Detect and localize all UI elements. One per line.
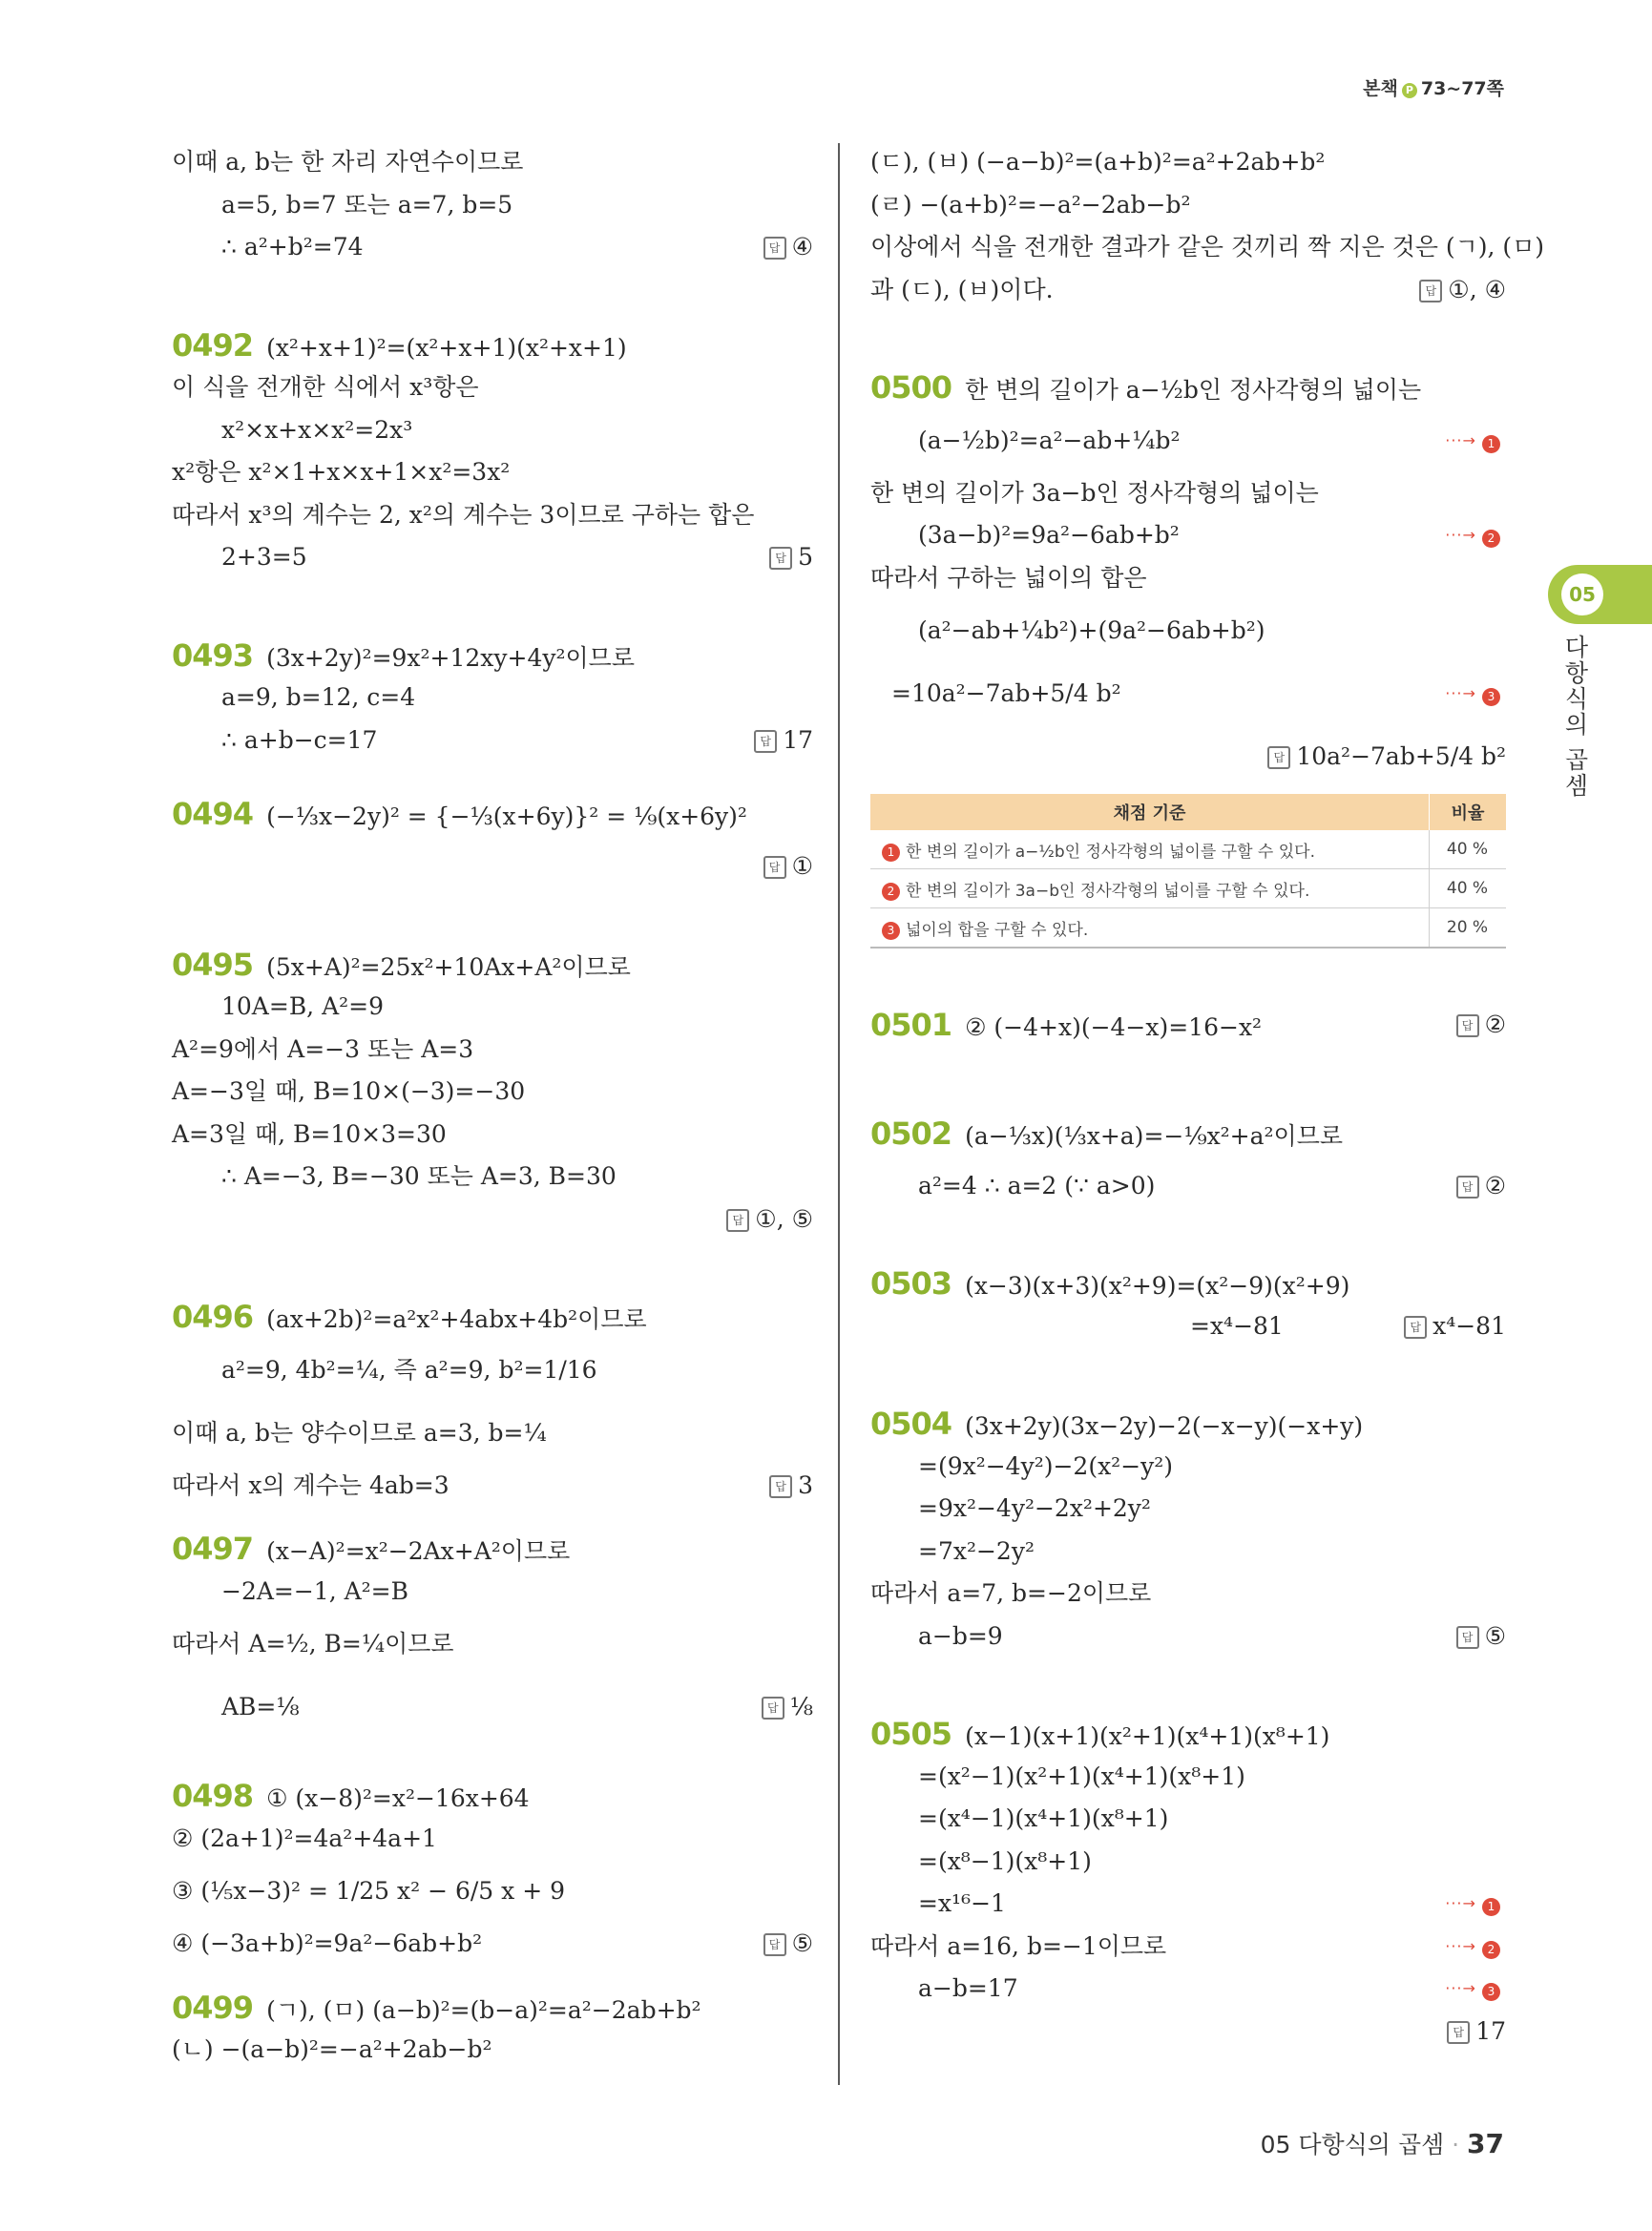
solution-line [172, 1613, 813, 1676]
answer-tag [1419, 269, 1506, 312]
math-text: (5x+A)²=25x²+10Ax+A²이므로 [266, 952, 631, 981]
step-marker [1445, 1926, 1506, 1970]
math-text: =(9x²−4y²)−2(x²−y²) [918, 1451, 1174, 1480]
left-column [172, 141, 813, 2072]
step-mark-icon: 3 [1482, 688, 1500, 706]
answer-icon: 답 [726, 1209, 749, 1232]
scoring-criterion [870, 908, 1430, 949]
math-text: AB=⅛ [221, 1693, 300, 1720]
solution-line [172, 1860, 813, 1923]
solution-line [172, 2029, 813, 2072]
answer-icon: 답 [763, 1933, 786, 1956]
solution-line [870, 1926, 1506, 1969]
step-marker [1445, 1883, 1506, 1928]
problem-number: 0500 [870, 369, 952, 406]
solution-line [172, 1818, 813, 1861]
math-text: 따라서 x의 계수는 4ab=3 [172, 1470, 450, 1499]
answer-tag [1456, 1004, 1506, 1047]
math-text: (ax+2b)²=a²x²+4abx+4b²이므로 [266, 1305, 647, 1333]
math-text: =(x⁸−1)(x⁸+1) [918, 1846, 1092, 1875]
page-number: 37 [1467, 2128, 1504, 2159]
answer-tag [769, 536, 813, 579]
spacer [172, 888, 813, 944]
answer-icon: 답 [1456, 1176, 1479, 1199]
header-pages: 73~77쪽 [1420, 78, 1504, 99]
math-text: (ㄱ), (ㅁ) (a−b)²=(b−a)²=a²−2ab+b² [266, 1995, 701, 2024]
answer-value: 17 [1475, 2016, 1506, 2045]
solution-line [870, 1305, 1506, 1348]
scoring-row [870, 830, 1506, 869]
math-text: a²=9, 4b²=¼, 즉 a²=9, b²=1/16 [221, 1355, 597, 1384]
solution-line [870, 1756, 1506, 1799]
math-text: ∴ A=−3, B=−30 또는 A=3, B=30 [221, 1162, 617, 1190]
solution-line [870, 2011, 1506, 2054]
step-mark-icon: 1 [882, 844, 900, 862]
solution-line [870, 1616, 1506, 1658]
answer-icon: 답 [1456, 1014, 1479, 1037]
solution-line [172, 845, 813, 888]
math-text: ∴ a²+b²=74 [221, 233, 364, 261]
math-text: 이상에서 식을 전개한 결과가 같은 것끼리 짝 지은 것은 (ㄱ), (ㅁ) [870, 233, 1545, 261]
solution-line [870, 1883, 1506, 1926]
math-text: (3x+2y)²=9x²+12xy+4y²이므로 [266, 643, 635, 672]
spacer [172, 1966, 813, 1987]
problem-line [870, 1102, 1506, 1165]
problem-line [172, 324, 813, 367]
solution-line [870, 514, 1506, 557]
solution-line [870, 1531, 1506, 1574]
solution-line [172, 1465, 813, 1508]
step-mark-icon: 1 [1482, 1898, 1500, 1916]
scoring-criterion [870, 869, 1430, 908]
answer-value: ② [1484, 1011, 1506, 1038]
math-text: (a−½b)²=a²−ab+¼b² [918, 426, 1181, 454]
solution-line [870, 269, 1506, 312]
page-badge-icon: P [1402, 83, 1417, 98]
math-text: x²×x+x×x²=2x³ [221, 415, 413, 444]
math-text: =(x²−1)(x²+1)(x⁴+1)(x⁸+1) [918, 1762, 1245, 1790]
math-text: 이때 a, b는 한 자리 자연수이므로 [172, 148, 524, 176]
answer-icon: 답 [1447, 2021, 1470, 2044]
problem-number: 0496 [172, 1299, 254, 1335]
answer-tag [1447, 2011, 1506, 2054]
solution-line [172, 1402, 813, 1465]
arrow-dots-icon: ···→ [1445, 430, 1482, 449]
solution-line [172, 1029, 813, 1072]
problem-number: 0501 [870, 1007, 952, 1043]
problem-line [172, 782, 813, 845]
header-text: 본책 [1363, 78, 1398, 99]
math-text: −2A=−1, A²=B [221, 1576, 408, 1605]
math-text: ① (x−8)²=x²−16x+64 [266, 1784, 530, 1812]
math-text: 2+3=5 [221, 543, 307, 571]
column-divider [838, 143, 840, 2085]
solution-line [870, 226, 1545, 269]
arrow-dots-icon: ···→ [1445, 1979, 1482, 1997]
arrow-dots-icon: ···→ [1445, 1936, 1482, 1955]
problem-number: 0505 [870, 1716, 952, 1752]
solution-line [172, 986, 813, 1029]
answer-icon: 답 [1267, 746, 1290, 769]
math-text: ④ (−3a+b)²=9a²−6ab+b² [172, 1929, 483, 1957]
math-text: A=−3일 때, B=10×(−3)=−30 [172, 1077, 526, 1105]
answer-value: 10a²−7ab+5/4 b² [1296, 742, 1506, 770]
solution-line [172, 451, 813, 494]
answer-value: ①, ④ [1448, 275, 1506, 303]
math-text: =x⁴−81 [1190, 1311, 1284, 1340]
page-footer: 05 다항식의 곱셈 · 37 [1260, 2128, 1504, 2159]
math-text: 따라서 a=7, b=−2이므로 [870, 1579, 1152, 1607]
solution-line [870, 725, 1506, 788]
answer-icon: 답 [762, 1697, 784, 1720]
answer-value: ⑤ [791, 1929, 813, 1957]
math-text: A²=9에서 A=−3 또는 A=3 [172, 1034, 474, 1063]
problem-number: 0497 [172, 1531, 254, 1567]
answer-tag [763, 1923, 813, 1966]
chapter-side-title: 다항식의 곱셈 [1561, 635, 1589, 799]
scoring-criterion-text: 한 변의 길이가 3a−b인 정사각형의 넓이를 구할 수 있다. [906, 881, 1310, 901]
math-text: 과 (ㄷ), (ㅂ)이다. [870, 275, 1054, 303]
scoring-table [870, 794, 1506, 949]
problem-line [172, 1987, 813, 2030]
step-marker [1445, 514, 1506, 559]
answer-value: ⑤ [1484, 1621, 1506, 1650]
math-text: 10A=B, A²=9 [221, 992, 385, 1020]
scoring-ratio: 40 % [1430, 830, 1507, 869]
spacer [172, 1739, 813, 1775]
problem-number: 0493 [172, 636, 254, 674]
spacer [172, 579, 813, 635]
footer-chapter: 05 다항식의 곱셈 [1260, 2131, 1445, 2158]
math-text: (a²−ab+¼b²)+(9a²−6ab+b²) [918, 616, 1265, 644]
right-column [870, 141, 1545, 2053]
solution-line [870, 1573, 1506, 1616]
answer-icon: 답 [1404, 1316, 1427, 1339]
step-mark-icon: 2 [1482, 530, 1500, 548]
problem-line [172, 1775, 813, 1818]
scoring-table-wrap [870, 794, 1506, 949]
scoring-ratio: 20 % [1430, 908, 1507, 949]
answer-tag [763, 845, 813, 888]
solution-line [172, 1339, 813, 1402]
scoring-criterion-text: 한 변의 길이가 a−½b인 정사각형의 넓이를 구할 수 있다. [906, 842, 1316, 862]
spacer [870, 1658, 1506, 1713]
answer-value: 17 [783, 725, 813, 754]
scoring-criterion [870, 830, 1430, 869]
math-text: =10a²−7ab+5/4 b² [891, 679, 1121, 707]
solution-line [870, 1446, 1506, 1489]
spacer [172, 1507, 813, 1528]
answer-icon: 답 [1456, 1626, 1479, 1649]
step-mark-icon: 3 [882, 922, 900, 940]
problem-number: 0492 [172, 326, 254, 364]
math-text: 이때 a, b는 양수이므로 a=3, b=¼ [172, 1418, 547, 1447]
solution-line [172, 366, 813, 409]
step-marker [1445, 1968, 1506, 2012]
solution-line [172, 1071, 813, 1114]
math-text: ② (2a+1)²=4a²+4a+1 [172, 1824, 437, 1852]
answer-tag [1404, 1305, 1506, 1348]
answer-tag [726, 1199, 813, 1241]
solution-line [172, 1199, 813, 1241]
math-text: A=3일 때, B=10×3=30 [172, 1119, 447, 1148]
solution-line [172, 1114, 813, 1157]
solution-line [172, 184, 813, 227]
scoring-header-criteria: 채점 기준 [870, 794, 1430, 830]
problem-line [870, 366, 1506, 409]
spacer [870, 311, 1506, 366]
solution-line [870, 472, 1506, 515]
solution-line [172, 536, 813, 579]
chapter-number: 05 [1561, 573, 1603, 615]
solution-line [870, 184, 1506, 227]
step-mark-icon: 2 [1482, 1941, 1500, 1959]
answer-icon: 답 [1419, 280, 1442, 302]
math-text: (ㄹ) −(a+b)²=−a²−2ab−b² [870, 190, 1191, 219]
scoring-row [870, 908, 1506, 949]
solution-line [172, 141, 813, 184]
chapter-side-tab [1548, 565, 1652, 624]
math-text: =x¹⁶−1 [918, 1889, 1006, 1917]
math-text: (ㄴ) −(a−b)²=−a²+2ab−b² [172, 2035, 492, 2063]
solution-line [172, 1156, 813, 1199]
page-header [1363, 74, 1504, 100]
solution-line [870, 599, 1506, 662]
solution-line [870, 1968, 1506, 2011]
answer-icon: 답 [769, 1475, 792, 1498]
math-text: (x−1)(x+1)(x²+1)(x⁴+1)(x⁸+1) [965, 1722, 1330, 1750]
answer-icon: 답 [769, 547, 792, 570]
arrow-dots-icon: ···→ [1445, 1894, 1482, 1912]
scoring-header-ratio: 비율 [1430, 794, 1507, 830]
math-text: (3x+2y)(3x−2y)−2(−x−y)(−x+y) [965, 1412, 1364, 1440]
solution-line [172, 1676, 813, 1739]
solution-line [870, 1841, 1506, 1884]
solution-line [870, 409, 1506, 472]
solution-line [172, 409, 813, 452]
answer-tag [769, 1465, 813, 1508]
problem-line [172, 1296, 813, 1339]
answer-value: ①, ⑤ [755, 1204, 813, 1233]
math-text: x²항은 x²×1+x×x+1×x²=3x² [172, 458, 511, 486]
math-text: =9x²−4y²−2x²+2y² [918, 1494, 1151, 1522]
answer-icon: 답 [763, 856, 786, 879]
problem-number: 0498 [172, 1778, 254, 1814]
answer-value: ⅛ [789, 1693, 813, 1720]
math-text: (3a−b)²=9a²−6ab+b² [918, 521, 1180, 549]
problem-line [172, 944, 813, 987]
scoring-ratio: 40 % [1430, 869, 1507, 908]
solution-line [172, 494, 813, 537]
problem-line [172, 1528, 813, 1571]
answer-tag [762, 1676, 813, 1739]
answer-value: ① [791, 852, 813, 880]
problem-line [172, 635, 813, 678]
solution-line [172, 1923, 813, 1966]
spacer [870, 949, 1506, 1004]
math-text: (−⅓x−2y)² = {−⅓(x+6y)}² = ⅑(x+6y)² [266, 803, 747, 830]
math-text: a=9, b=12, c=4 [221, 683, 416, 711]
arrow-dots-icon: ···→ [1445, 526, 1482, 544]
answer-tag [1456, 1616, 1506, 1658]
math-text: (x−3)(x+3)(x²+9)=(x²−9)(x²+9) [965, 1272, 1350, 1300]
math-text: (ㄷ), (ㅂ) (−a−b)²=(a+b)²=a²+2ab+b² [870, 148, 1326, 176]
step-mark-icon: 1 [1482, 435, 1500, 453]
math-text: ∴ a+b−c=17 [221, 725, 378, 754]
spacer [870, 1207, 1506, 1262]
solution-line [870, 662, 1506, 725]
math-text: 한 변의 길이가 a−½b인 정사각형의 넓이는 [965, 376, 1422, 404]
answer-icon: 답 [754, 730, 777, 753]
step-mark-icon: 3 [1482, 1983, 1500, 2001]
math-text: ③ (⅕x−3)² = 1/25 x² − 6/5 x + 9 [172, 1877, 565, 1905]
step-mark-icon: 2 [882, 883, 900, 901]
problem-number: 0504 [870, 1406, 952, 1442]
answer-value: 3 [798, 1470, 813, 1499]
solution-line [870, 1488, 1506, 1531]
math-text: a²=4 ∴ a=2 (∵ a>0) [918, 1171, 1156, 1199]
scoring-row [870, 869, 1506, 908]
math-text: 따라서 a=16, b=−1이므로 [870, 1931, 1167, 1960]
math-text: =7x²−2y² [918, 1536, 1035, 1565]
answer-value: ② [1484, 1171, 1506, 1199]
math-text: (x−A)²=x²−2Ax+A²이므로 [266, 1537, 571, 1565]
step-marker [1445, 662, 1506, 727]
math-text: 따라서 구하는 넓이의 합은 [870, 563, 1147, 592]
problem-number: 0494 [172, 796, 254, 832]
math-text: a−b=9 [918, 1621, 1003, 1650]
solution-line [870, 557, 1506, 600]
problem-line [870, 1262, 1506, 1305]
math-text: a−b=17 [918, 1974, 1018, 2002]
answer-tag [1456, 1165, 1506, 1208]
problem-number: 0495 [172, 946, 254, 983]
step-marker [1445, 409, 1506, 474]
math-text: =(x⁴−1)(x⁴+1)(x⁸+1) [918, 1804, 1169, 1832]
answer-icon: 답 [763, 237, 786, 260]
spacer [870, 1347, 1506, 1403]
answer-tag [754, 719, 813, 762]
spacer [172, 761, 813, 782]
problem-line [870, 1004, 1506, 1047]
math-text: ② (−4+x)(−4−x)=16−x² [965, 1013, 1263, 1041]
solution-line [172, 226, 813, 269]
arrow-dots-icon: ···→ [1445, 684, 1482, 702]
problem-line [870, 1713, 1506, 1756]
math-text: (x²+x+1)²=(x²+x+1)(x²+x+1) [266, 333, 627, 362]
answer-value: x⁴−81 [1432, 1311, 1506, 1340]
math-text: a=5, b=7 또는 a=7, b=5 [221, 190, 513, 219]
solution-line [870, 141, 1506, 184]
math-text: 한 변의 길이가 3a−b인 정사각형의 넓이는 [870, 478, 1319, 507]
scoring-criterion-text: 넓이의 합을 구할 수 있다. [906, 920, 1089, 940]
problem-number: 0499 [172, 1989, 254, 2026]
answer-value: 5 [798, 543, 813, 571]
math-text: (a−⅓x)(⅓x+a)=−⅑x²+a²이므로 [965, 1121, 1344, 1150]
solution-line [870, 1165, 1506, 1208]
math-text: 따라서 x³의 계수는 2, x²의 계수는 3이므로 구하는 합은 [172, 500, 755, 529]
spacer [172, 1241, 813, 1296]
problem-number: 0503 [870, 1265, 952, 1302]
answer-tag [763, 226, 813, 269]
spacer [172, 269, 813, 324]
solution-line [172, 719, 813, 762]
answer-tag [1267, 725, 1506, 788]
problem-line [870, 1403, 1506, 1446]
problem-number: 0502 [870, 1115, 952, 1152]
answer-value: ④ [791, 233, 813, 261]
solution-line [870, 1798, 1506, 1841]
math-text: 이 식을 전개한 식에서 x³항은 [172, 373, 479, 401]
spacer [870, 1047, 1506, 1102]
solution-line [172, 677, 813, 719]
solution-line [172, 1571, 813, 1614]
math-text: 따라서 A=½, B=¼이므로 [172, 1630, 454, 1658]
